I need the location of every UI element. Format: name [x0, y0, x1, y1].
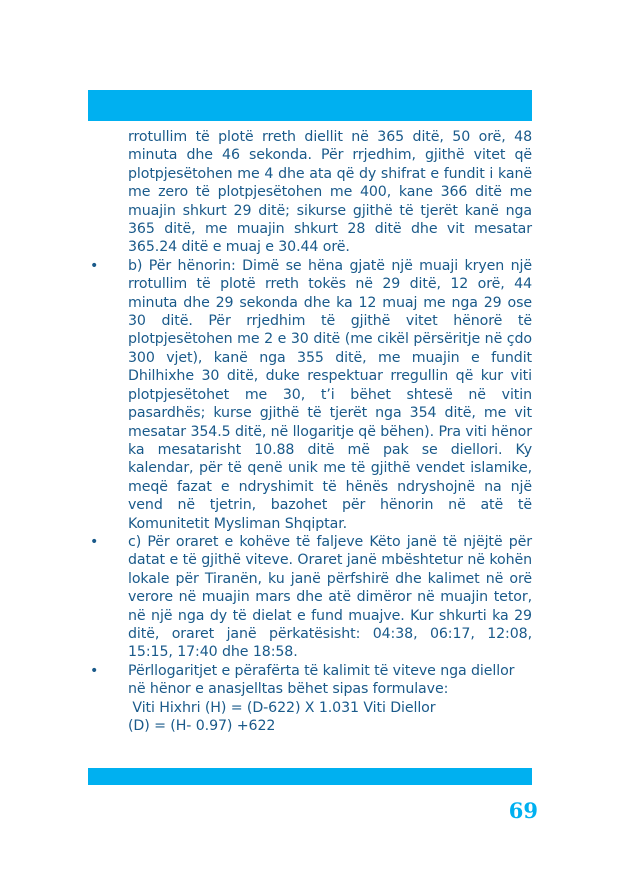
header-bar	[88, 90, 532, 121]
list-item-text: c) Për oraret e kohëve të faljeve Këto janë të njëjtë për datat e të gjithë viteve. Oraret janë mbështetur në kohën lokale për Tiranën, ku janë përfshirë dhe kalimet në orë verore në muajin mars dhe atë dimëror në muajin tetor, në një nga dy të dielat e fund muajve. Kur shkurti ka 29 ditë, oraret janë përkatësisht: 04:38, 06:17, 12:08, 15:15, 17:40 dhe 18:58.	[128, 533, 532, 661]
continuation-paragraph: rrotullim të plotë rreth diellit në 365 ditë, 50 orë, 48 minuta dhe 46 sekonda. Për rrjedhim, gjithë vitet që plotpjesëtohen me 4 dhe ata që dy shifrat e fundit i kanë me zero të plotpjesëtohen me 400, kane 366 ditë me muajin shkurt 29 ditë; sikurse gjithë të tjerët kanë nga 365 ditë, me muajin shkurt 28 ditë dhe vit mesatar 365.24 ditë e muaj e 30.44 orë.	[128, 129, 532, 256]
formula-line: Viti Hixhri (H) = (D-622) X 1.031 Viti Diellor	[128, 699, 436, 716]
formula-line: Përllogaritjet e përafërta të kalimit të viteve nga diellor	[128, 662, 515, 679]
list-item-c	[90, 533, 532, 662]
list-item-formula	[90, 662, 532, 736]
list-item-text: b) Për hënorin: Dimë se hëna gjatë një muaji kryen një rrotullim të plotë rreth tokës në 29 ditë, 12 orë, 44 minuta dhe 29 sekonda dhe ka 12 muaj me nga 29 ose 30 ditë. Për rrjedhim të gjithë vitet hënorë të plotpjesëtohen me 2 e 30 ditë (me cikël përsëritje në çdo 300 vjet), kanë nga 355 ditë, me muajin e fundit Dhilhixhe 30 ditë, duke respektuar rregullin që kur viti plotpjesëtohet me 30, t’i bëhet shtesë në vitin pasardhës; kurse gjithë të tjerët nga 354 ditë, me vit mesatar 354.5 ditë, në llogaritje që bëhen). Pra viti hënor ka mesatarisht 10.88 ditë më pak se diellori. Ky kalendar, për të qenë unik me të gjithë vendet islamike, meqë fazat e ndryshimit të hënës ndryshojnë na një vend në tjetrin, bazohet për hënorin në atë të Komunitetit Mysliman Shqiptar.	[128, 257, 532, 532]
page-content	[90, 128, 532, 735]
formula-line: në hënor e anasjelltas bëhet sipas formulave:	[128, 681, 449, 698]
bullet: •	[90, 257, 99, 274]
bullet: •	[90, 662, 99, 679]
bullet: •	[90, 533, 99, 550]
page-number: 69	[508, 798, 538, 823]
list-item-b	[90, 257, 532, 533]
formula-line: (D) = (H- 0.97) +622	[128, 718, 276, 734]
footer-bar	[88, 768, 532, 785]
